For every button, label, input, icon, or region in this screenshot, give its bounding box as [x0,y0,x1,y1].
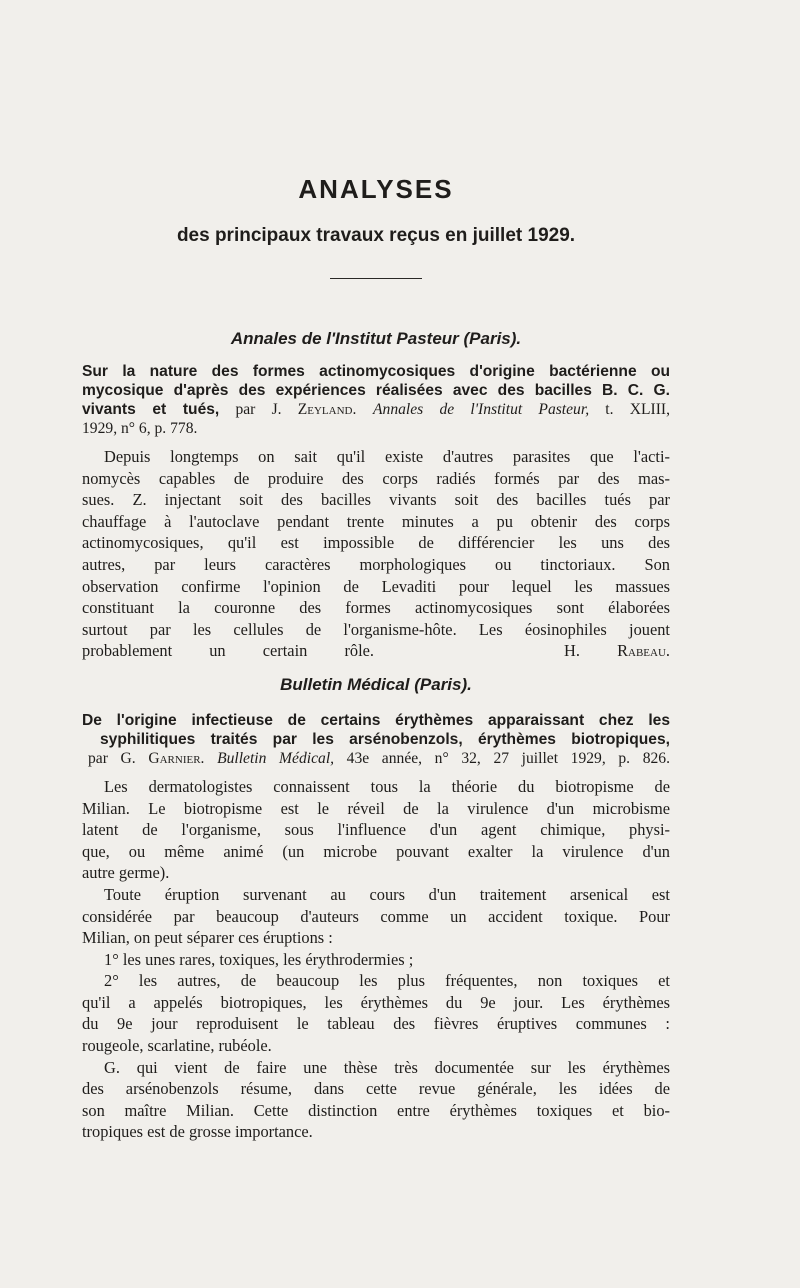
text-line: des arsénobenzols résume, dans cette revue générale, les idées de [82,1079,670,1099]
journal-name: Bulletin Médical, [217,749,335,767]
text-line: observation confirme l'opinion de Levaditi pour lequel les massues [82,576,670,596]
text-line: que, ou même animé (un microbe pouvant exalter la virulence d'un [82,841,670,861]
text-line: autre germe). [82,863,170,883]
text-line: latent de l'organisme, sous l'influence d'un agent chimique, physi- [82,820,670,840]
article-title [82,711,670,749]
reference-line [82,749,670,768]
paragraph [82,1057,670,1143]
text-line: Les dermatologistes connaissent tous la théorie du biotropisme de [104,776,670,796]
section-heading: Bulletin Médical (Paris). [280,674,472,694]
title-divider [330,278,422,279]
text-line: G. qui vient de faire une thèse très documentée sur les érythèmes [104,1057,670,1077]
text-line: 2° les autres, de beaucoup les plus fréquentes, non toxiques et [104,971,670,991]
article-title-line: syphilitiques traités par les arsénobenzols, érythèmes biotropiques, [100,730,670,748]
section-annales-pasteur [82,328,670,662]
article-title [82,362,670,419]
text-line: sues. Z. injectant soit des bacilles vivants soit des bacilles tués par [82,490,670,510]
text-line: Milian. Le biotropisme est le réveil de la virulence d'un microbisme [82,798,670,818]
list-item [82,949,670,971]
reference-prefix: par G. [88,749,149,767]
article-title-fragment: vivants et tués, [82,401,220,418]
text-line: actinomycosiques, qu'il est impossible de différencier les uns des [82,533,670,553]
document-page [82,172,670,1143]
text-line: Depuis longtemps on sait qu'il existe d'autres parasites que l'acti- [104,447,670,466]
signature: H. Rabeau. [564,641,671,661]
page-subtitle: des principaux travaux reçus en juillet 1929. [176,225,576,246]
text-line: du 9e jour reproduisent le tableau des fièvres éruptives communes : [82,1014,670,1034]
text-line: chauffage à l'autoclave pendant trente minutes a pu obtenir des corps [82,511,670,531]
text-line: qu'il a appelés biotropiques, les érythèmes du 9e jour. Les érythèmes [82,992,670,1012]
author-name: Zeyland. [297,401,357,418]
article-title-line: Sur la nature des formes actinomycosiques d'origine bactérienne ou [82,363,670,380]
text-line: Toute éruption survenant au cours d'un traitement arsenical est [104,884,670,904]
article-title-line [82,400,670,419]
text-line [82,640,670,662]
reference-prefix: par J. [219,401,298,418]
text-line: surtout par les cellules de l'organisme-hôte. Les éosinophiles jouent [82,619,670,639]
page-title: ANALYSES [298,174,454,204]
text-line: son maître Milian. Cette distinction entre érythèmes toxiques et bio- [82,1100,670,1120]
section-heading: Annales de l'Institut Pasteur (Paris). [230,329,522,348]
reference-details: 43e année, n° 32, 27 juillet 1929, p. 826. [334,749,670,767]
text-line: considérée par beaucoup d'auteurs comme un accident toxique. Pour [82,906,670,926]
article-body [82,446,670,662]
text-line: Milian, on peut séparer ces éruptions : [82,928,333,948]
text-line: 1° les unes rares, toxiques, les érythrodermies ; [104,949,414,969]
text-line: rougeole, scarlatine, rubéole. [82,1036,272,1056]
article-title-line: mycosique d'après des expériences réalisées avec des bacilles B. C. G. [82,382,670,399]
reference-volume: t. XLIII, [589,401,670,418]
text-line-fragment: probablement un certain rôle. [82,641,375,661]
article-body [82,776,670,1143]
reference-line: 1929, n° 6, p. 778. [82,420,198,437]
paragraph [82,446,670,662]
author-name: Garnier. [148,749,205,767]
text-line: constituant la couronne des formes actinomycosiques sont élaborées [82,598,670,618]
paragraph [82,884,670,949]
text-line: tropiques est de grosse importance. [82,1122,313,1142]
article-title-line: De l'origine infectieuse de certains érythèmes apparaissant chez les [82,711,670,729]
journal-name: Annales de l'Institut Pasteur, [373,401,590,418]
paragraph [82,776,670,884]
text-line: autres, par leurs caractères morphologiques ou tinctoriaux. Son [82,554,670,574]
section-bulletin-medical [82,674,670,1143]
text-line: nomycès capables de produire des corps radiés formés par des mas- [82,468,670,488]
list-item [82,970,670,1056]
